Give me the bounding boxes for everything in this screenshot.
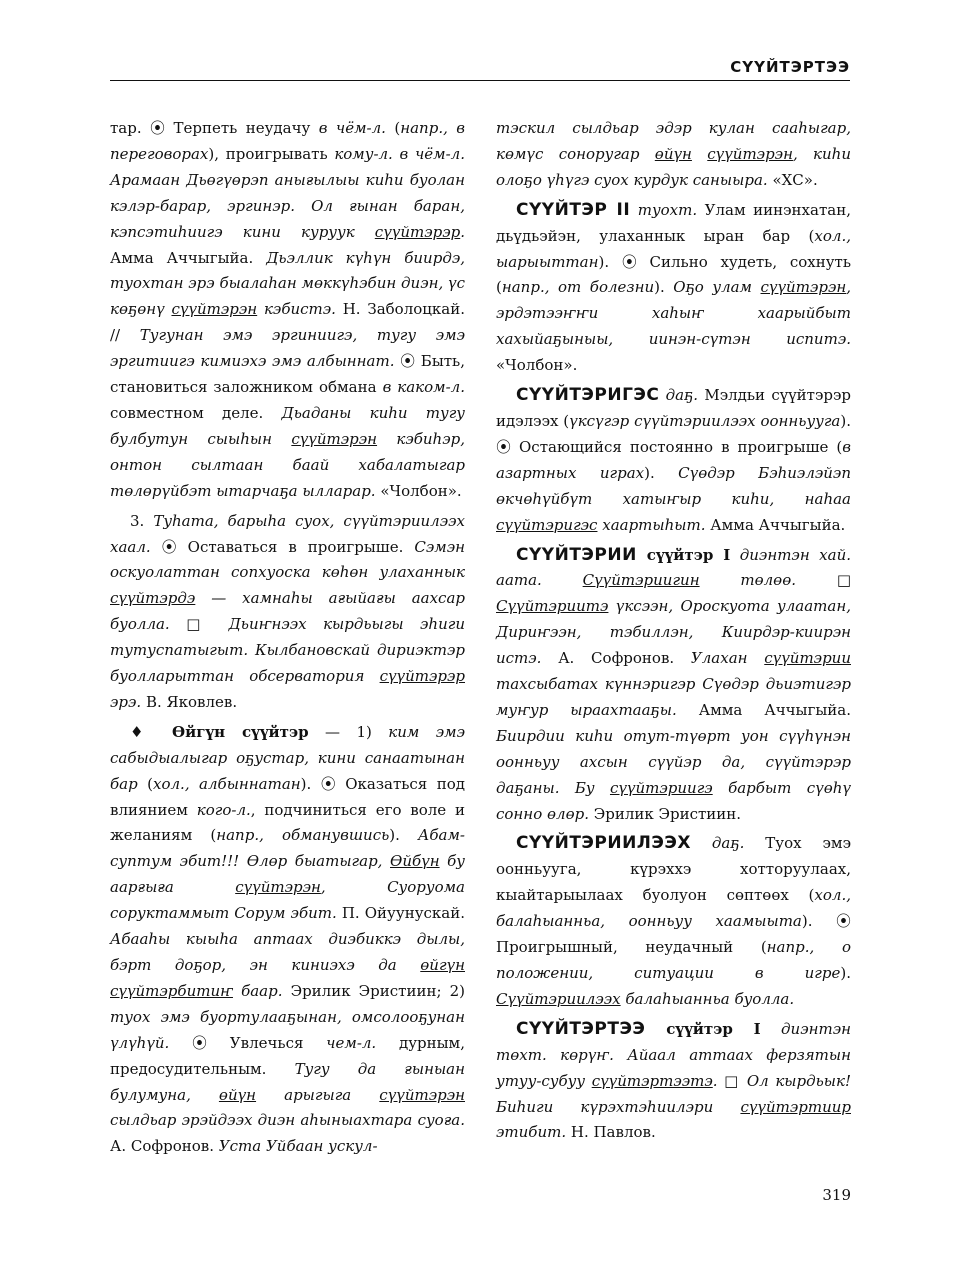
italic-text: , эрдэтээҥҥи хаһыҥ хаарыйбыт хахыйаҕыныы, иинэн-сүтэн испитэ. [496, 278, 852, 349]
italic-text [692, 145, 707, 163]
italic-text: барбыт сүөһү сонно өлөр. [496, 778, 851, 823]
underlined-example: сүүйтэрэр [379, 667, 465, 686]
italic-text: кэбистэ. [257, 300, 336, 319]
italic-text: Ол кырдьык! Биһиги күрэхтэһиилэри [496, 1071, 851, 1116]
plain-text [614, 1046, 627, 1064]
underlined-example: Сүүйтэриитэ [496, 597, 609, 616]
italic-underlined-text [655, 145, 692, 163]
plain-text: ( [385, 119, 401, 137]
dictionary-paragraph [496, 831, 851, 1012]
plain-text: дурным, предосудительным. [110, 1033, 465, 1078]
italic-underlined-text [379, 1086, 465, 1104]
italic-text: даҕ. [659, 386, 699, 405]
italic-text: , Суоруома соруктаммыт Сорум эбит. [110, 878, 465, 923]
italic-text: Дьаданы киһи тугу булбутун сыыһын [110, 403, 465, 448]
dictionary-paragraph [496, 383, 851, 538]
italic-text: Сэмэн оскуолаттан сопхуоска көһөн улаханнык [110, 537, 465, 582]
plain-text: ). ⦿ Остающийся постоянно в проигрыше ( [496, 411, 852, 456]
underlined-example: сүүйтэрэн [379, 1085, 465, 1104]
plain-text: Эрилик Эристиин; 2) [282, 981, 465, 1000]
italic-text: кэбиһэр, онтон сылтаан баай хабалатыгар төлөрүйбэт ытарчаҕа ылларар. [110, 429, 465, 500]
plain-text: ). ⦿ Сильно худеть, сохнуть ( [496, 252, 851, 297]
plain-text: — 1) [308, 722, 389, 741]
italic-text: эрэ. [110, 692, 142, 711]
underlined-example: Сүүйтэриигин [582, 571, 700, 590]
italic-text: хол., албыннатан [153, 774, 301, 793]
plain-text: Н. Заболоцкай. // [110, 300, 466, 345]
plain-text: ⦿ [150, 119, 166, 137]
italic-text: туох эмэ буортулааҕынан, омсолооҕунан үлүһүй. [110, 1007, 465, 1052]
underlined-example: сүүйтэртээтэ [591, 1071, 713, 1090]
underlined-example: сүүйтэрии [764, 649, 851, 668]
italic-text: напр., обманувшись [216, 826, 390, 845]
dictionary-paragraph [496, 198, 851, 379]
italic-underlined-text [761, 278, 847, 296]
plain-text: «Чолбон». [496, 356, 578, 375]
italic-text: сылдьар эрэйдээх диэн аһыныахтара суоға. [110, 1111, 465, 1130]
italic-text: Биирдии киһи отут-түөрт уон сүүһүнэн оонньуу ахсын сүүйэр да, сүүйтэрэр даҕаны. Бу [496, 726, 851, 797]
plain-text [542, 571, 583, 589]
italic-text: диэнтэн төхт. көрүҥ. [496, 1019, 851, 1064]
plain-text: Амма Аччыгыйа. [705, 515, 846, 534]
plain-text: А. Софронов. [110, 1137, 219, 1156]
plain-text: □ [169, 615, 229, 634]
italic-underlined-text [496, 990, 621, 1008]
italic-text: Улахан [690, 649, 765, 668]
italic-underlined-text [110, 589, 195, 607]
plain-text: «Чолбон». [375, 481, 462, 500]
italic-text: Дьэллик күһүн биирдэ, туохтан эрэ быалаһан мөккүһэбин диэн, үс көҕөнү [110, 248, 465, 319]
plain-text: ). ⦿ Оказаться под влиянием [110, 774, 465, 819]
italic-underlined-text [291, 430, 377, 448]
headword: СҮҮЙТЭР II [516, 199, 631, 220]
italic-text: напр., о положении, ситуации в игре [496, 938, 851, 982]
plain-text: В. Яковлев. [141, 692, 238, 711]
italic-text: Туһата, барыһа суох, сүүйтэриилээх хаал. [110, 511, 465, 556]
italic-text: Тугу да ғыныан булумуна, [110, 1059, 465, 1104]
italic-text: хол., балаһыанньа, оонньуу хаамыыта [496, 886, 851, 931]
italic-text: балаһыанньа буолла. [620, 989, 795, 1008]
plain-text: Мэлдьи сүүйтэрэр идэлээх ( [496, 386, 851, 430]
plain-text: ), проигрывать [208, 144, 335, 163]
bold-phrase: сүүйтэр I [645, 1019, 761, 1038]
italic-underlined-text [764, 649, 851, 667]
plain-text: ⦿ Оставаться в проигрыше. [150, 537, 415, 556]
plain-text: тар. [110, 119, 151, 137]
italic-text: туохт. [630, 200, 698, 219]
italic-text: хол., ыарыыттан [496, 226, 851, 271]
italic-text: үксээн, Ороскуота улаатан, Дириҥээн, тэбиллэн, Киирдэр-киирэн истэ. [496, 597, 851, 668]
underlined-example: сүүйтэртиир [740, 1097, 851, 1116]
plain-text: Амма Аччыгыйа. [676, 700, 851, 719]
plain-text: «ХС». [767, 170, 818, 189]
italic-underlined-text [496, 597, 608, 615]
italic-text: Абааһы кыыһа аптаах диэбиккэ дылы, бэрт доҕор, эн киниэхэ да [110, 930, 465, 974]
page-number: 319 [822, 1186, 851, 1204]
plain-text: ). [654, 278, 674, 297]
dictionary-paragraph [110, 509, 465, 716]
underlined-example: сүүйтэрэн [291, 429, 378, 448]
underlined-example: сүүйтэригэс [496, 515, 598, 534]
plain-text: ). [840, 964, 851, 982]
italic-text: Сүөдэр Бэһиэлэйэп өкчөһүйбүт хатыҥыр киһи, наһаа [496, 463, 851, 508]
italic-text: Арамаан Дьөгүөрэп анығылыы киһи буолан кэлэр-барар, эргинэр. Ол ғынан баран, кэпсэтиһиигэ кини куруук [110, 170, 465, 241]
italic-text: в каком-л. [382, 378, 465, 397]
dictionary-paragraph [496, 543, 851, 828]
italic-text: Абам-суптум эбит!!! Өлөр быатыгар, [110, 826, 465, 871]
plain-text: ). [389, 826, 419, 845]
italic-text: — хамнаһы ағыйағы аахсар буолла. [110, 589, 465, 634]
italic-text: ким эмэ сабыдыалыгар оҕустар, кини санаатынан бар [110, 722, 466, 793]
italic-text: баар. [232, 981, 283, 1000]
dictionary-paragraph [110, 720, 465, 1160]
plain-text: Улам иинэнхатан, дьүдьэйэн, улаханнык ыран бар ( [496, 200, 851, 245]
headword: СҮҮЙТЭРИГЭС [516, 385, 660, 406]
italic-underlined-text [707, 145, 793, 163]
underlined-example: сүүйтэрэн [171, 300, 258, 319]
italic-text: кому-л. в чём-л. [334, 144, 465, 163]
plain-text: 3. [130, 511, 154, 530]
underlined-example: сүүйтэрэр [374, 222, 461, 241]
left-column [110, 116, 465, 1164]
underlined-example: Өйбүн [390, 852, 440, 871]
italic-underlined-text [390, 852, 440, 870]
italic-text: . [460, 222, 465, 241]
plain-text: Туох эмэ оонньууга, күрэххэ хотторуулаах, кыайтарыылаах буолуон сөптөөх ( [496, 834, 851, 905]
italic-text: диэнтэн хай. аата. [496, 545, 851, 590]
plain-text: А. Софронов. [541, 649, 691, 668]
plain-text: ⦿ Увлечься [169, 1033, 327, 1052]
italic-text: , киһи олоҕо үһүгэ суох курдук саныыра. [496, 144, 851, 189]
italic-text: . [712, 1071, 718, 1090]
bold-phrase: ♦ Өйгүн сүүйтэр [130, 722, 309, 741]
plain-text: совместном деле. [110, 403, 282, 422]
dictionary-paragraph [110, 116, 465, 505]
headword: СҮҮЙТЭРИИЛЭЭХ [516, 833, 691, 854]
italic-underlined-text [171, 300, 257, 318]
italic-underlined-text [610, 779, 713, 797]
italic-text: в азартных играх [496, 437, 851, 482]
underlined-example: сүүйтэрэн [760, 278, 847, 297]
plain-text: ). [644, 463, 679, 482]
plain-text: □ [717, 1071, 747, 1090]
underlined-example: сүүйтэрэн [235, 878, 321, 897]
italic-text: напр., в переговорах [110, 119, 466, 163]
italic-text: Оҕо улам [673, 278, 761, 297]
italic-text: Тугунан эмэ эргиниигэ, тугу эмэ эргитиигэ кимиэхэ эмэ албыннат. [110, 326, 465, 371]
italic-text: бу аарғыға [110, 852, 465, 897]
italic-text: тэскил сылдьар эдэр кулан сааһыгар, көмүс соноругар [496, 119, 851, 163]
plain-text: , подчиниться его воле и желаниям ( [110, 800, 465, 845]
italic-text: үксүгэр сүүйтэриилээх оонньууга [569, 411, 841, 430]
italic-underlined-text [496, 516, 597, 534]
underlined-example: өйгүн сүүйтэрбитиҥ [110, 956, 465, 1000]
underlined-example: сүүйтэриигэ [609, 778, 713, 797]
italic-underlined-text [235, 878, 321, 896]
running-header [110, 52, 850, 81]
italic-text: напр., от болезни [501, 278, 655, 297]
bold-phrase: сүүйтэр I [636, 545, 731, 564]
italic-text: тахсыбатах күннэригэр Сүөдэр дьиэтигэр муҥур ыраахтааҕы. [496, 675, 851, 719]
italic-underlined-text [219, 1086, 256, 1104]
headword: СҮҮЙТЭРИИ [516, 544, 637, 565]
italic-text: Дьиҥнээх кырдьыгы эһиги тутуспатыгыт. Кылбановскай дириэктэр буолларыттан обсерватория [110, 615, 465, 686]
plain-text: Амма Аччыгыйа. [110, 248, 267, 267]
italic-text: чем-л. [326, 1033, 377, 1052]
italic-text: в чём-л. [318, 119, 386, 137]
plain-text: Н. Павлов. [566, 1123, 656, 1142]
dictionary-paragraph [496, 1017, 851, 1147]
underlined-example: сүүйтэрдэ [110, 589, 196, 608]
italic-underlined-text [375, 223, 460, 241]
italic-text: даҕ. [691, 834, 745, 853]
plain-text: ⦿ Быть, становиться заложником обмана [110, 352, 465, 397]
right-column [496, 116, 851, 1150]
plain-text: □ [796, 571, 851, 590]
underlined-example: Сүүйтэриилээх [496, 989, 621, 1008]
italic-text: арыгыга [256, 1085, 380, 1104]
plain-text: ). ⦿ Проигрышный, неудачный ( [496, 912, 851, 957]
running-head-title: СҮҮЙТЭРТЭЭ [730, 58, 850, 76]
italic-text: этибит. [496, 1123, 567, 1142]
italic-underlined-text [380, 667, 465, 685]
underlined-example: өйүн [218, 1085, 257, 1104]
italic-text: төлөө. [699, 571, 797, 590]
underlined-example: өйүн [654, 144, 692, 163]
italic-text: Уста Уйбаан ускул- [218, 1137, 378, 1156]
plain-text: Терпеть неудачу [165, 119, 319, 137]
dictionary-paragraph [496, 116, 851, 194]
italic-text: Айаал аттаах ферзятын утуу-субуу [496, 1045, 851, 1090]
italic-underlined-text [740, 1098, 851, 1116]
plain-text: Эрилик Эристиин. [588, 804, 742, 823]
plain-text: ( [137, 774, 154, 793]
italic-underlined-text [592, 1072, 713, 1090]
italic-text: хаартыһыт. [597, 515, 706, 534]
plain-text: П. Ойуунускай. [336, 904, 465, 923]
underlined-example: сүүйтэрэн [707, 144, 793, 163]
headword: СҮҮЙТЭРТЭЭ [516, 1018, 646, 1039]
italic-underlined-text [583, 571, 700, 589]
italic-text: кого-л. [196, 800, 251, 819]
